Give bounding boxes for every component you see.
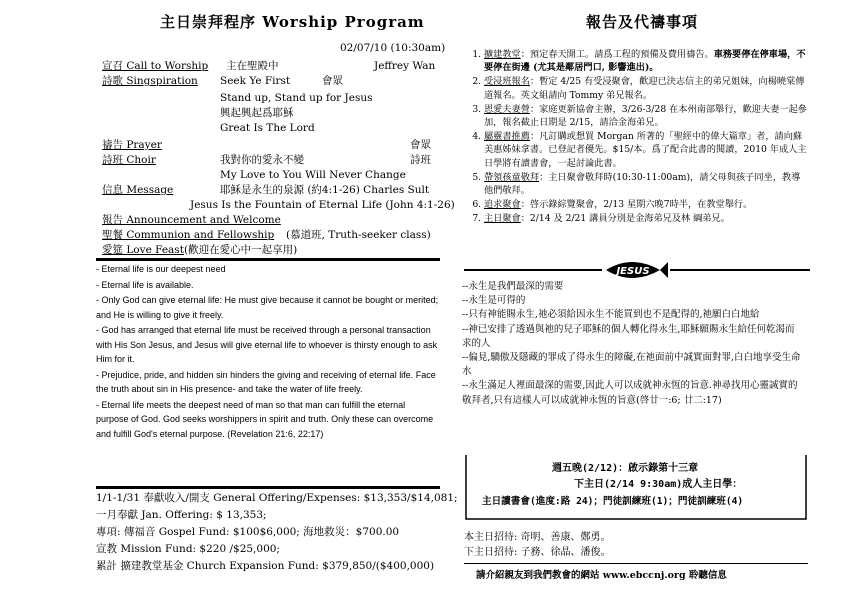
banner-rule-left: [464, 269, 602, 271]
program-label-call: 宣召 Call to Worship: [102, 60, 209, 72]
finance-line: 宣教 Mission Fund: $220 /$25,000;: [96, 543, 280, 555]
host-line: 本主日招待: 奇明、善康、鄭勇。: [464, 532, 611, 543]
announcement-head: 屬靈書推薦: [484, 131, 530, 143]
program-person-choir: 詩班: [410, 154, 431, 166]
finance-line: 1/1-1/31 奉獻收入/開支 General Offering/Expenses: $13,353/$14,081;: [96, 492, 458, 504]
program-detail-love-feast: (歡迎在愛心中一起享用): [184, 244, 298, 256]
announcement-list: [470, 48, 808, 227]
message-point: - Eternal life meets the deepest need of man so that man can fulfill the eternal purpose of God. God seeks worshippers in spirit and truth. Only these can overcome and fulfill God's eternal purpose. (Revelation 21:6, 22:17): [96, 399, 434, 439]
announcement-item: 3. 恩愛夫妻營：家庭更新協會主辦，3/26-3/28 在本州南部舉行，歡迎夫妻一起參加，報名截止日期是 2/15，請洽金海弟兄。: [484, 103, 808, 129]
program-label-message: 信息 Message: [102, 184, 174, 196]
program-detail-choir1: 我對你的愛永不變: [220, 154, 304, 166]
announcement-item: 7. 主日聚會：2/14 及 2/21 講員分別是金海弟兄及林 綱弟兄。: [484, 212, 808, 225]
worship-program-column: [96, 0, 458, 595]
finance-line: 累計 擴建教堂基金 Church Expansion Fund: $379,850/($400,000): [96, 560, 435, 572]
finance-line: 專項: 傳福音 Gospel Fund: $100$6,000; 海地救災：$700.00: [96, 526, 400, 538]
message-point: - God has arranged that eternal life must be received through a personal transaction with His Son Jesus, and Jesus will give eternal life to whoever is thirsty enough to ask Him for it.: [96, 325, 438, 364]
program-person-call: Jeffrey Wan: [374, 60, 436, 72]
program-person-singspiration: 會眾: [322, 75, 343, 87]
parking-notice: 車務要停在停車場，不要停在街邊 (尤其是鄰居門口, 影響進出)。: [484, 49, 806, 74]
website-footer: 請介紹親友到我們教會的網站 www.ebccnj.org 聆聽信息: [476, 570, 727, 581]
announcement-item: 2. 受浸班報名：暫定 4/25 有受浸聚會，歡迎已決志信主的弟兄姐妹，向楊曉棠傳道報名。英文組請向 Tommy 弟兄報名。: [484, 75, 808, 101]
divider-bar: [96, 258, 440, 261]
chinese-point: --永生是我們最深的需要: [462, 281, 564, 292]
chinese-point: --神已安排了透過與祂的兒子耶穌的個人轉化得永生,耶穌願賜永生給任何乾渴而求的人: [462, 323, 795, 349]
program-label-singspiration: 詩歌 Singspiration: [102, 75, 198, 87]
program-label-prayer: 禱告 Prayer: [102, 139, 162, 151]
announcement-head: 追求聚會: [484, 199, 521, 211]
program-detail-call: 主在聖殿中: [226, 60, 279, 72]
message-point: - Eternal life is available.: [96, 279, 194, 290]
program-detail-message2: Jesus Is the Fountain of Eternal Life (John 4:1-26): [190, 199, 455, 211]
schedule-line: 週五晚(2/12)：啟示錄第十三章: [552, 463, 699, 474]
program-detail-song4: Great Is The Lord: [220, 122, 315, 134]
host-line: 下主日招待: 子務、徐晶、潘俊。: [464, 547, 611, 558]
chinese-message-outline: [462, 280, 802, 408]
chinese-point: --只有神能賜永生,祂必須給因永生不能買到也不是配得的,祂願白白地給: [462, 309, 760, 321]
program-label-communion: 聖餐 Communion and Fellowship: [102, 229, 275, 241]
schedule-box: [464, 453, 808, 521]
program-label-choir: 詩班 Choir: [102, 154, 156, 166]
program-detail-song1: Seek Ye First: [220, 75, 291, 87]
announcements-title: 報告及代禱事項: [586, 13, 699, 31]
announcement-item: 5. 帶領孩童敬拜：主日聚會敬拜時(10:30-11:00am)，請父母與孩子同坐，教導他們敬拜。: [484, 171, 808, 197]
chinese-point: --永生滿足人裡面最深的需要,因此人可以成就神永恆的旨意.神尋找用心靈誠實的敬拜者,只有這樣人可以成就神永恆的旨意(啓廿一:6; 廿二:17): [462, 380, 798, 406]
program-label-announcement: 報告 Announcement and Welcome: [102, 214, 281, 226]
program-label-love-feast: 愛筵 Love Feast: [102, 244, 184, 256]
message-outline: [96, 262, 439, 442]
jesus-fish-icon: [602, 258, 668, 282]
program-person-prayer: 會眾: [410, 139, 431, 151]
announcement-item: 1. 擴建教堂：預定春天開工。請爲工程的預備及費用禱告。車務要停在停車場，不要停在街邊 (尤其是鄰居門口, 影響進出)。: [484, 48, 808, 74]
announcement-head: 擴建教堂: [484, 49, 521, 60]
banner-text: JESUS: [616, 266, 650, 277]
announcement-item: 6. 追求聚會：啓示錄綜覽聚會，2/13 星期六晚7時半，在教堂舉行。: [484, 198, 808, 211]
schedule-line: 主日讀書會(進度:路 24)；門徒訓練班(1)；門徒訓練班(4): [482, 496, 744, 507]
message-point: - Eternal life is our deepest need: [96, 264, 226, 274]
banner-rule-right: [670, 269, 810, 271]
program-detail-song3: 興起興起爲耶穌: [220, 107, 294, 119]
service-date: 02/07/10 (10:30am): [340, 42, 446, 54]
announcement-head: 主日聚會: [484, 213, 521, 225]
worship-program-title: 主日崇拜程序 Worship Program: [160, 13, 425, 31]
chinese-point: --偏見,驕傲及隱藏的罪成了得永生的障礙,在祂面前中誠實面對罪,白白地享受生命水: [462, 352, 801, 378]
footer-rule: [464, 563, 808, 564]
message-point: - Prejudice, pride, and hidden sin hinders the giving and receiving of eternal life. Face the truth about sin in His presence- and take the water of life freely.: [96, 369, 436, 394]
finance-line: 一月奉獻 Jan. Offering: $ 13,353;: [96, 509, 267, 521]
divider-bar: [96, 486, 440, 489]
chinese-point: --永生是可得的: [462, 295, 526, 307]
program-detail-choir2: My Love to You Will Never Change: [220, 169, 406, 181]
message-point: - Only God can give eternal life: He must give because it cannot be bought or merited; and He is willing to give it freely.: [96, 295, 439, 320]
announcement-head: 受浸班報名: [484, 76, 530, 88]
program-detail-message1: 耶穌是永生的泉源 (約4:1-26) Charles Sult: [220, 184, 430, 196]
schedule-line: 下主日(2/14 9:30am)成人主日學：: [574, 479, 743, 490]
announcements-column: [462, 0, 810, 595]
announcement-head: 帶領孩童敬拜: [484, 171, 540, 183]
program-detail-communion: (慕道班, Truth-seeker class): [286, 229, 431, 241]
program-detail-song2: Stand up, Stand up for Jesus: [220, 92, 373, 104]
announcement-head: 恩愛夫妻營: [484, 103, 530, 115]
announcement-item: 4. 屬靈書推薦：凡訂購或想買 Morgan 所著的「聖經中的偉大篇章」者，請向蘇美惠姊妹拿書。已登記者優先。$15/本。爲了配合此書的閱讀，2010 年成人主日學將有讀書會，一起討論此書。: [484, 130, 808, 170]
